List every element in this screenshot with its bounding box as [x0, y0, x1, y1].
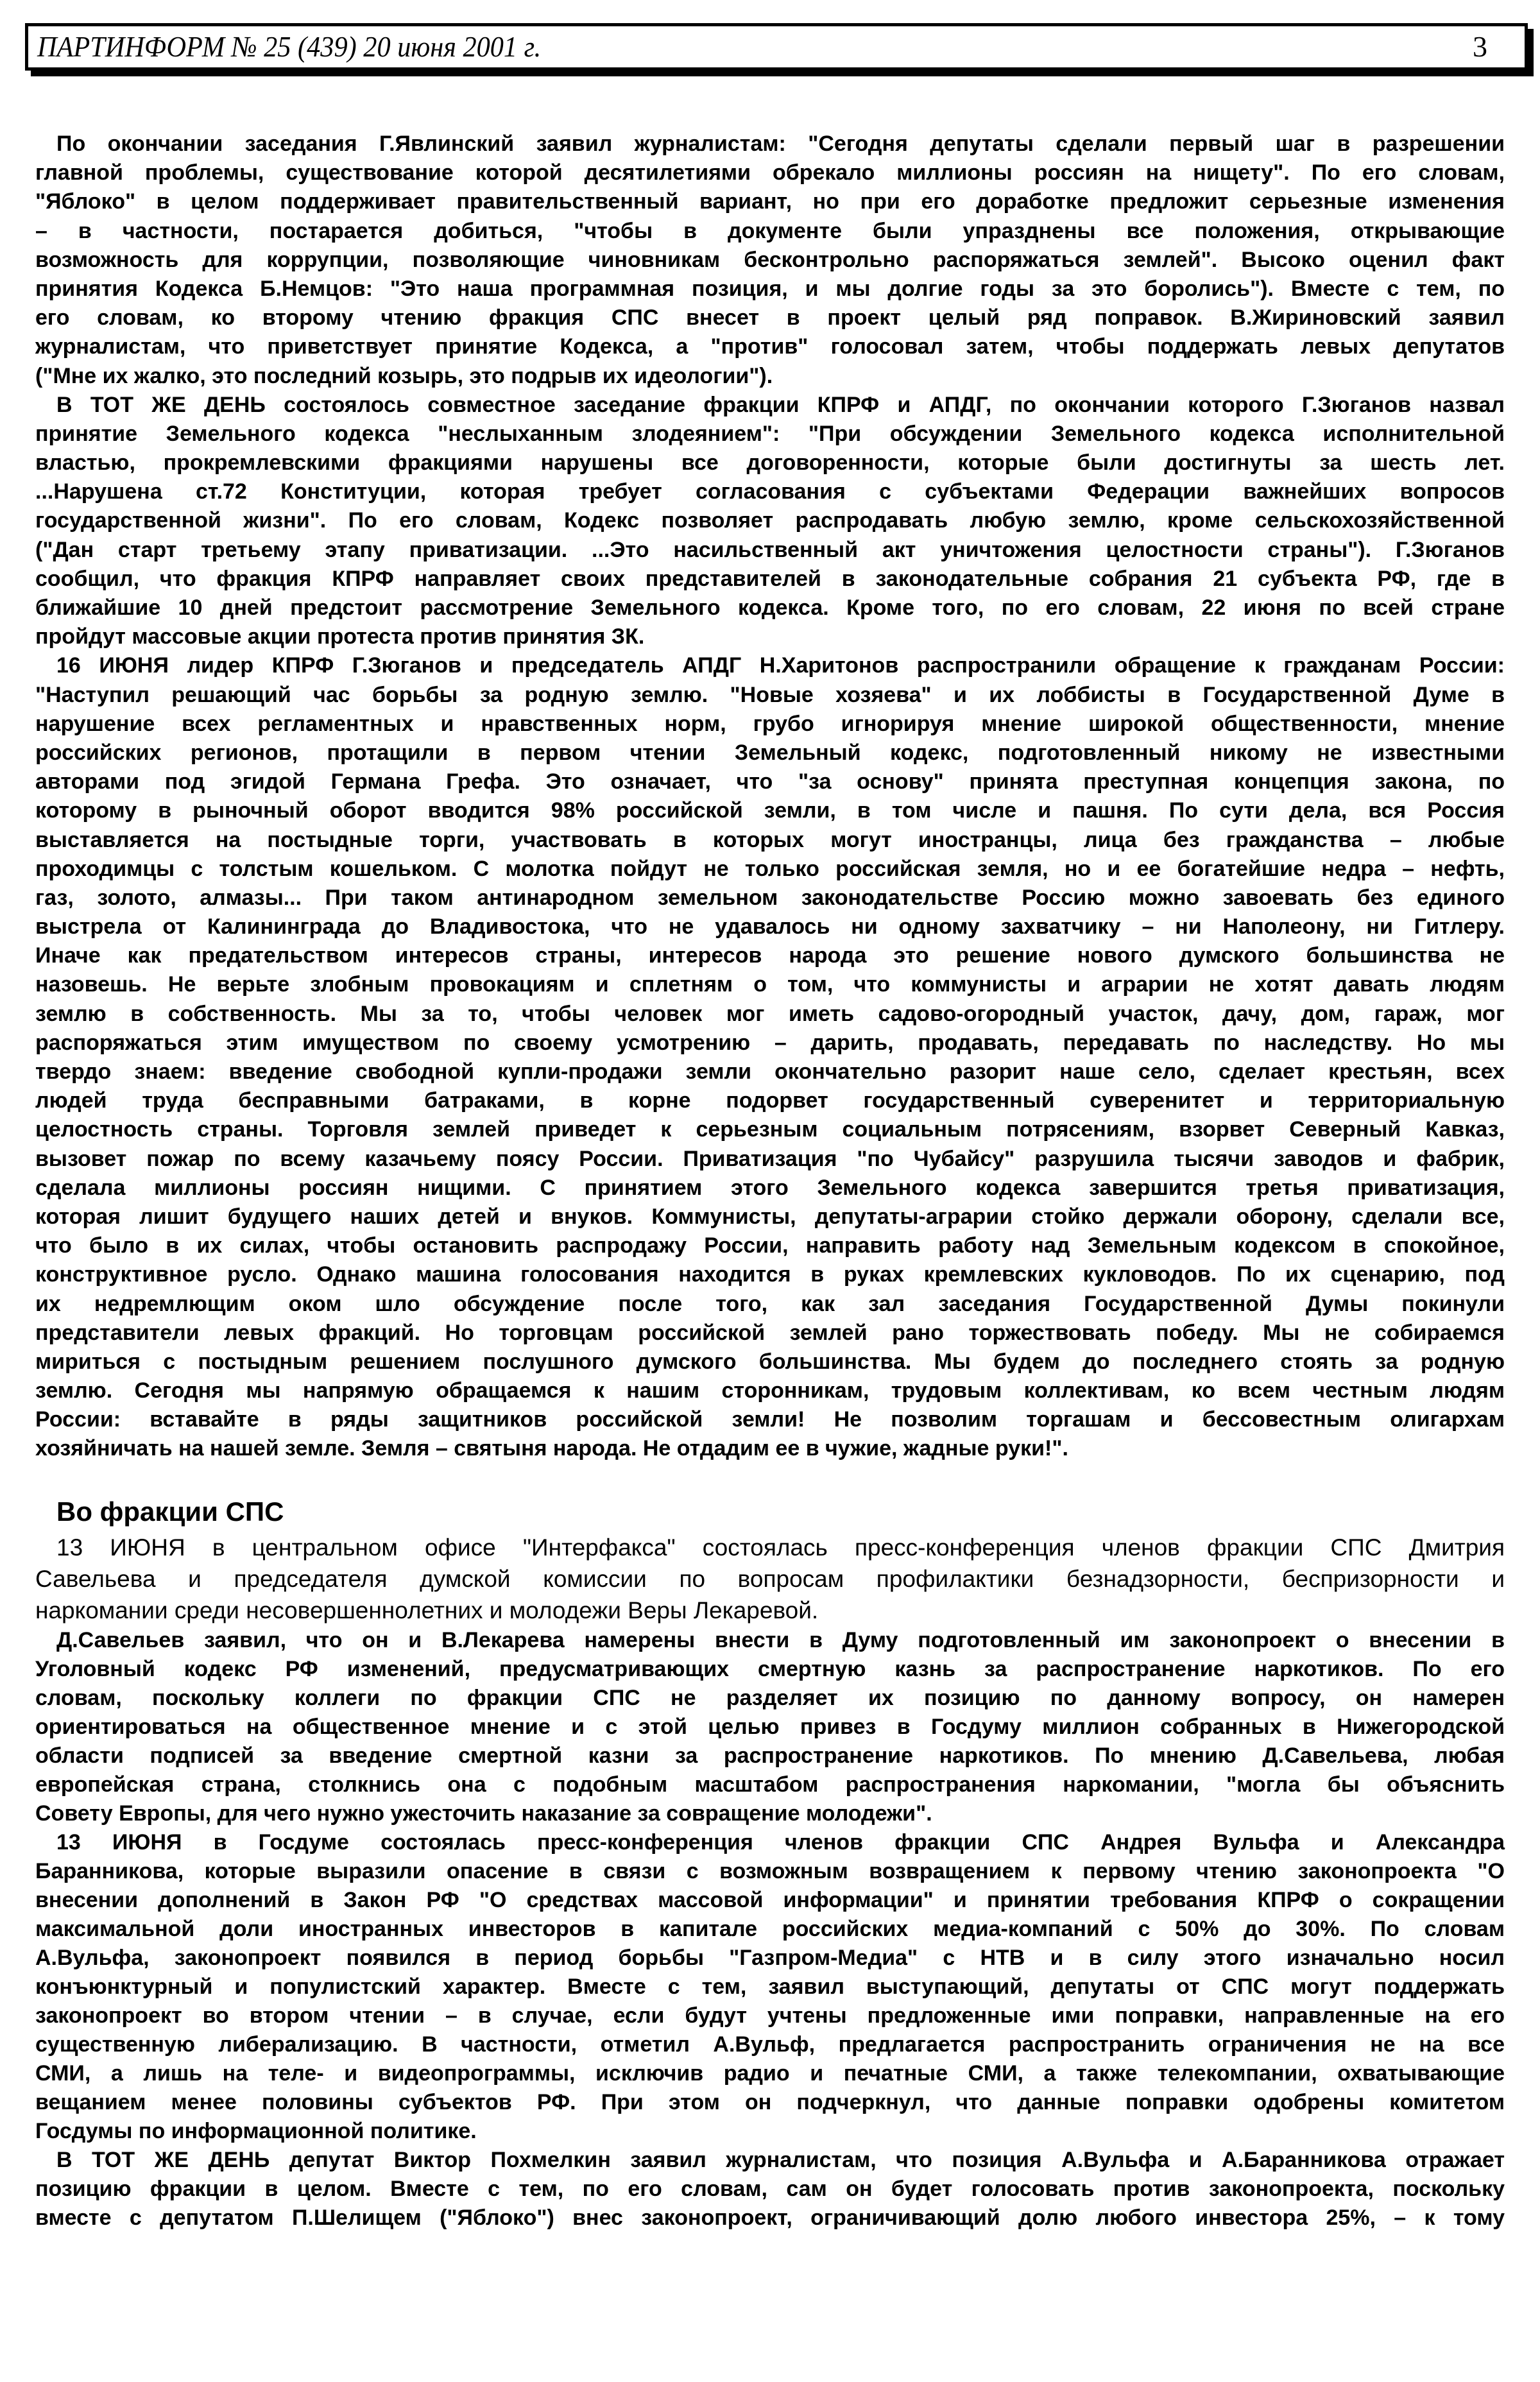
text-line: целостность страны. Торговля землей приведет к серьезным социальным потрясениям, взорвет Северный Кавказ,: [35, 1117, 1505, 1142]
text-line: распоряжаться этим имуществом по своему усмотрению – дарить, продавать, передавать по наследству. Но мы: [35, 1030, 1505, 1055]
text-line: ...Нарушена ст.72 Конституции, которая требует согласования с субъектами Федерации важнейших вопросов: [35, 479, 1505, 504]
paragraph: [35, 130, 1505, 391]
text-line: представители левых фракций. Но торговцам российской землей рано торжествовать победу. Мы не собираемся: [35, 1320, 1505, 1345]
page-header: [25, 23, 1528, 71]
text-line: "Яблоко" в целом поддерживает правительственный вариант, но при его доработке предложит серьезные изменения: [35, 189, 1505, 214]
text-line: государственной жизни". По его словам, Кодекс позволяет распродавать любую землю, кроме сельскохозяйственной: [35, 508, 1505, 533]
text-line: принятие Земельного кодекса "неслыханным злодеянием": "При обсуждении Земельного кодекса исполнительной: [35, 421, 1505, 446]
text-line: Совету Европы, для чего нужно ужесточить наказание за совращение молодежи".: [35, 1801, 932, 1826]
text-line: которому в рыночный оборот вводится 98% российской земли, в том числе и пашня. По сути дела, вся Россия: [35, 798, 1505, 823]
text-line: проходимцы с толстым кошельком. С молотка пойдут не только российская земля, но и ее богатейшие недра – нефть,: [35, 856, 1505, 881]
text-line: А.Вульфа, законопроект появился в период борьбы "Газпром-Медиа" с НТВ и в силу этого изначально носил: [35, 1946, 1505, 1970]
text-line: пройдут массовые акции протеста против принятия ЗК.: [35, 624, 645, 649]
text-line: российских регионов, протащили в первом чтении Земельный кодекс, подготовленный никому не известными: [35, 740, 1505, 765]
text-line: внесении дополнений в Закон РФ "О средствах массовой информации" и принятии требования КПРФ о сокращении: [35, 1888, 1505, 1912]
text-line: нарушение всех регламентных и нравственных норм, грубо игнорируя мнение широкой общественности, мнение: [35, 711, 1505, 736]
text-line: ("Дан старт третьему этапу приватизации. ...Это насильственный акт уничтожения целостности страны"). Г.Зюганов: [35, 537, 1505, 562]
text-line: хозяйничать на нашей земле. Земля – святыня народа. Не отдадим ее в чужие, жадные руки!".: [35, 1436, 1068, 1461]
article-body-top: [35, 130, 1505, 1464]
text-line: назовешь. Не верьте злобным провокациям и сплетням о том, что коммунисты и аграрии не хотят давать людям: [35, 972, 1505, 997]
text-line: "Наступил решающий час борьбы за родную землю. "Новые хозяева" и их лоббисты в Государственной Думе в: [35, 682, 1505, 707]
text-line: В ТОТ ЖЕ ДЕНЬ состоялось совместное заседание фракции КПРФ и АПДГ, по окончании которого Г.Зюганов назвал: [56, 392, 1505, 417]
text-line: возможность для коррупции, позволяющие чиновникам бесконтрольно распоряжаться землей". Высоко оценил факт: [35, 247, 1505, 272]
text-line: наркомании среди несовершеннолетних и молодежи Веры Лекаревой.: [35, 1597, 819, 1624]
text-line: людей труда бесправными батраками, в корне подорвет государственный суверенитет и территориальную: [35, 1088, 1505, 1113]
text-line: газ, золото, алмазы... При таком антинародном земельном законодательстве Россию можно завоевать без единого: [35, 885, 1505, 910]
text-line: вместе с депутатом П.Шелищем ("Яблоко") внес законопроект, ограничивающий долю любого инвестора 25%, – к тому: [35, 2206, 1505, 2230]
text-line: В ТОТ ЖЕ ДЕНЬ депутат Виктор Похмелкин заявил журналистам, что позиция А.Вульфа и А.Баранникова отражает: [56, 2148, 1505, 2172]
publication-title: ПАРТИНФОРМ № 25 (439) 20 июня 2001 г.: [37, 30, 542, 63]
text-line: – в частности, постарается добиться, "чтобы в документе были упразднены все положения, открывающие: [35, 218, 1505, 243]
text-line: сообщил, что фракция КПРФ направляет своих представителей в законодательные собрания 21 субъекта РФ, где в: [35, 566, 1505, 591]
text-line: авторами под эгидой Германа Грефа. Это означает, что "за основу" принята преступная концепция закона, по: [35, 769, 1505, 794]
text-line: По окончании заседания Г.Явлинский заявил журналистам: "Сегодня депутаты сделали первый шаг в разрешении: [56, 132, 1505, 156]
text-line: максимальной доли иностранных инвесторов в капитале российских медиа-компаний с 50% до 30%. По словам: [35, 1917, 1505, 1941]
text-line: землю в собственность. Мы за то, чтобы человек мог иметь садово-огородный участок, дачу, дом, гараж, мог: [35, 1001, 1505, 1026]
text-line: Госдумы по информационной политике.: [35, 2119, 477, 2143]
page-number: 3: [1473, 30, 1487, 63]
text-line: принятия Кодекса Б.Немцов: "Это наша программная позиция, и мы долгие годы за это боролись"). Вместе с тем, по: [35, 276, 1505, 301]
text-line: СМИ, а лишь на теле- и видеопрограммы, исключив радио и печатные СМИ, а также телекомпании, охватывающие: [35, 2061, 1505, 2086]
text-line: их недремлющим оком шло обсуждение после того, как зал заседания Государственной Думы покинули: [35, 1291, 1505, 1316]
text-line: Савельева и председателя думской комиссии по вопросам профилактики безнадзорности, беспризорности и: [35, 1566, 1505, 1592]
text-line: 16 ИЮНЯ лидер КПРФ Г.Зюганов и председатель АПДГ Н.Харитонов распространили обращение к гражданам России:: [56, 653, 1505, 678]
text-line: выстрела от Калининграда до Владивостока, что не удавалось ни одному захватчику – ни Наполеону, ни Гитлеру.: [35, 914, 1505, 939]
section-intro: [35, 1532, 1505, 1626]
text-line: которая лишит будущего наших детей и внуков. Коммунисты, депутаты-аграрии стойко держали оборону, сделали все,: [35, 1204, 1505, 1229]
text-line: главной проблемы, существование которой десятилетиями обрекало миллионы россиян на нищету". По его словам,: [35, 160, 1505, 185]
text-line: 13 ИЮНЯ в Госдуме состоялась пресс-конференция членов фракции СПС Андрея Вульфа и Александра: [56, 1830, 1505, 1855]
text-line: ближайшие 10 дней предстоит рассмотрение Земельного кодекса. Кроме того, по его словам, 22 июня по всей стране: [35, 596, 1505, 620]
text-line: позицию фракции в целом. Вместе с тем, по его словам, сам он будет голосовать против законопроекта, поскольку: [35, 2177, 1505, 2201]
paragraph: [35, 651, 1505, 1463]
section-heading: Во фракции СПС: [56, 1496, 284, 1527]
text-line: Уголовный кодекс РФ изменений, предусматривающих смертную казнь за распространение наркотиков. По его: [35, 1657, 1505, 1681]
text-line: существенную либерализацию. В частности, отметил А.Вульф, предлагается распространить ограничения не на все: [35, 2032, 1505, 2057]
text-line: ориентироваться на общественное мнение и с этой целью привез в Госдуму миллион собранных в Нижегородской: [35, 1715, 1505, 1739]
text-line: законопроект во втором чтении – в случае, если будут учтены предложенные ими поправки, направленные на его: [35, 2003, 1505, 2028]
text-line: Д.Савельев заявил, что он и В.Лекарева намерены внести в Думу подготовленный им законопроект о внесении в: [56, 1628, 1505, 1652]
paragraph: [35, 2146, 1505, 2232]
text-line: ("Мне их жалко, это последний козырь, это подрыв их идеологии").: [35, 363, 773, 388]
text-line: 13 ИЮНЯ в центральном офисе "Интерфакса" состоялась пресс-конференция членов фракции СПС Дмитрия: [56, 1534, 1505, 1561]
text-line: твердо знаем: введение свободной купли-продажи земли окончательно разорит наше село, сделает крестьян, всех: [35, 1059, 1505, 1084]
text-line: Иначе как предательством интересов страны, интересов народа это решение нового думского большинства не: [35, 943, 1505, 968]
text-line: выставляется на постыдные торги, участвовать в которых могут иностранцы, лица без гражданства – любые: [35, 827, 1505, 852]
text-line: властью, прокремлевскими фракциями нарушены все договоренности, которые были достигнуты за шесть лет.: [35, 450, 1505, 476]
text-line: мириться с постыдным решением послушного думского большинства. Мы будем до последнего стоять за родную: [35, 1349, 1505, 1374]
text-line: России: вставайте в ряды защитников российской земли! Не позволим торгашам и бессовестным олигархам: [35, 1407, 1505, 1432]
text-line: конъюнктурный и популистский характер. Вместе с тем, заявил выступающий, депутаты от СПС могут поддержать: [35, 1975, 1505, 1999]
text-line: конструктивное русло. Однако машина голосования находится в руках кремлевских кукловодов. По их сценарию, под: [35, 1262, 1505, 1287]
paragraph: [35, 1828, 1505, 2146]
section-body: [35, 1626, 1505, 2232]
text-line: его словам, ко второму чтению фракция СПС внесет в проект целый ряд поправок. В.Жириновский заявил: [35, 305, 1505, 330]
text-line: землю. Сегодня мы напрямую обращаемся к нашим сторонникам, трудовым коллективам, ко всем честным людям: [35, 1378, 1505, 1403]
paragraph: [35, 1626, 1505, 1828]
text-line: журналистам, что приветствует принятие Кодекса, а "против" голосовал затем, чтобы поддержать левых депутатов: [35, 334, 1505, 359]
paragraph: [35, 391, 1505, 652]
text-line: вызовет пожар по всему казачьему поясу России. Приватизация "по Чубайсу" разрушила тысячи заводов и фабрик,: [35, 1146, 1505, 1171]
text-line: вещанием менее половины субъектов РФ. При этом он подчеркнул, что данные поправки одобрены комитетом: [35, 2090, 1505, 2114]
text-line: области подписей за введение смертной казни за распространение наркотиков. По мнению Д.Савельева, любая: [35, 1744, 1505, 1768]
text-line: сделала миллионы россиян нищими. С принятием этого Земельного кодекса завершится третья приватизация,: [35, 1175, 1505, 1200]
text-line: словам, поскольку коллеги по фракции СПС не разделяет их позицию по данному вопросу, он намерен: [35, 1686, 1505, 1710]
text-line: европейская страна, столкнись она с подобным масштабом распространения наркомании, "могла бы объяснить: [35, 1772, 1505, 1797]
text-line: что было в их силах, чтобы остановить распродажу России, направить работу над Земельным кодексом в спокойное,: [35, 1233, 1505, 1258]
text-line: Баранникова, которые выразили опасение в связи с возможным возвращением к первому чтению законопроекта "О: [35, 1859, 1505, 1883]
paragraph: [35, 1532, 1505, 1626]
